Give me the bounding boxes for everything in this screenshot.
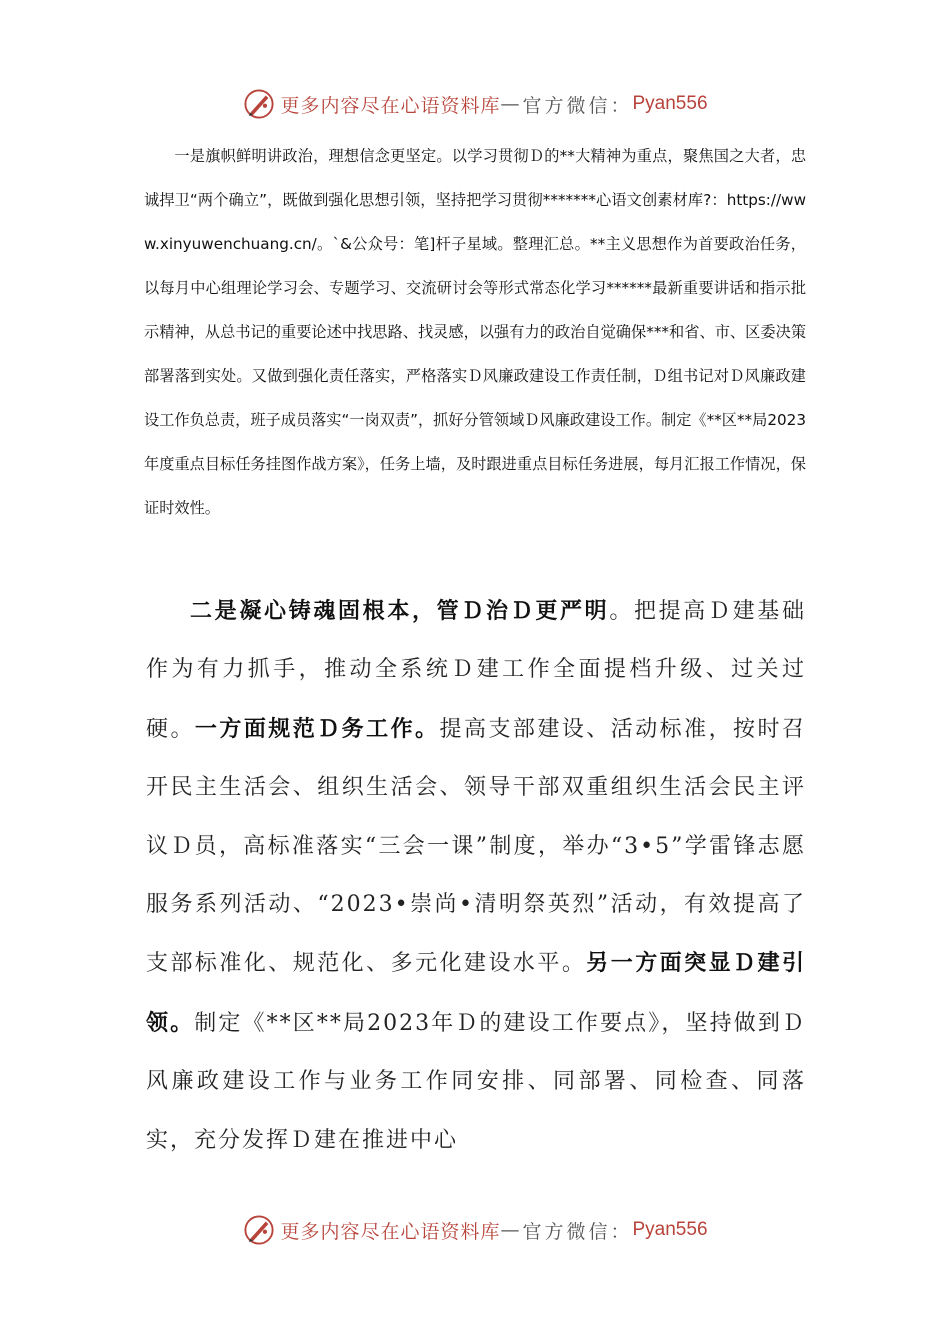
footer-banner-dash: — [500,1219,523,1241]
paragraph-2-text-3: 制定《**区**局2023年Ｄ的建设工作要点》，坚持做到Ｄ风廉政建设工作与业务工作同安排、同部署、同检查、同落实，充分发挥Ｄ建在推进中心 [146,1010,806,1153]
paragraph-2-text-2: 提高支部建设、活动标准，按时召开民主生活会、组织生活会、领导干部双重组织生活会民主评议Ｄ员，高标准落实“三会一课”制度，举办“3•5”学雷锋志愿服务系列活动、“2023•崇尚•清明祭英烈”活动，有效提高了支部标准化、规范化、多元化建设水平。 [146,716,806,977]
paragraph-2 [146,582,806,1170]
footer-banner-wechat-id: Pyan556 [632,1219,708,1240]
paragraph-2-subheading-1: 一方面规范Ｄ务工作。 [194,715,440,742]
paragraph-2-text-1: 。把提高Ｄ建基础作为有力抓手，推动全系统Ｄ建工作全面提档升级、过关过硬。 [146,599,806,742]
header-banner-text: 更多内容尽在心语资料库 [280,94,501,117]
header-banner-wechat-label: 官方微信： [522,94,633,117]
paragraph-2-subheading-2: 另一方面突显Ｄ建引领。 [146,950,806,1036]
header-banner-dash: — [500,93,523,115]
paragraph-2-heading: 二是凝心铸魂固根本，管Ｄ治Ｄ更严明 [190,598,610,624]
footer-banner [0,1210,950,1250]
header-banner-wechat-id: Pyan556 [632,93,708,114]
footer-banner-wechat-label: 官方微信： [522,1220,633,1243]
footer-banner-text: 更多内容尽在心语资料库 [280,1220,501,1243]
header-banner [0,84,950,124]
pen-logo-icon [242,1213,276,1247]
pen-logo-icon [242,87,276,121]
paragraph-1: 一是旗帜鲜明讲政治，理想信念更坚定。以学习贯彻Ｄ的**大精神为重点，聚焦国之大者，忠诚捍卫“两个确立”，既做到强化思想引领，坚持把学习贯彻*******心语文创素材库?：https://www.xinyuwenchuang.cn/。`&公众号：笔]杆子星域。整理汇总。**主义思想作为首要政治任务，以每月中心组理论学习会、专题学习、交流研讨会等形式常态化学习******最新重要讲话和指示批示精神，从总书记的重要论述中找思路、找灵感，以强有力的政治自觉确保***和省、市、区委决策部署落到实处。又做到强化责任落实，严格落实Ｄ风廉政建设工作责任制，Ｄ组书记对Ｄ风廉政建设工作负总责，班子成员落实“一岗双责”，抓好分管领域Ｄ风廉政建设工作。制定《**区**局2023年度重点目标任务挂图作战方案》，任务上墙，及时跟进重点目标任务进展，每月汇报工作情况，保证时效性。 [144,147,806,517]
